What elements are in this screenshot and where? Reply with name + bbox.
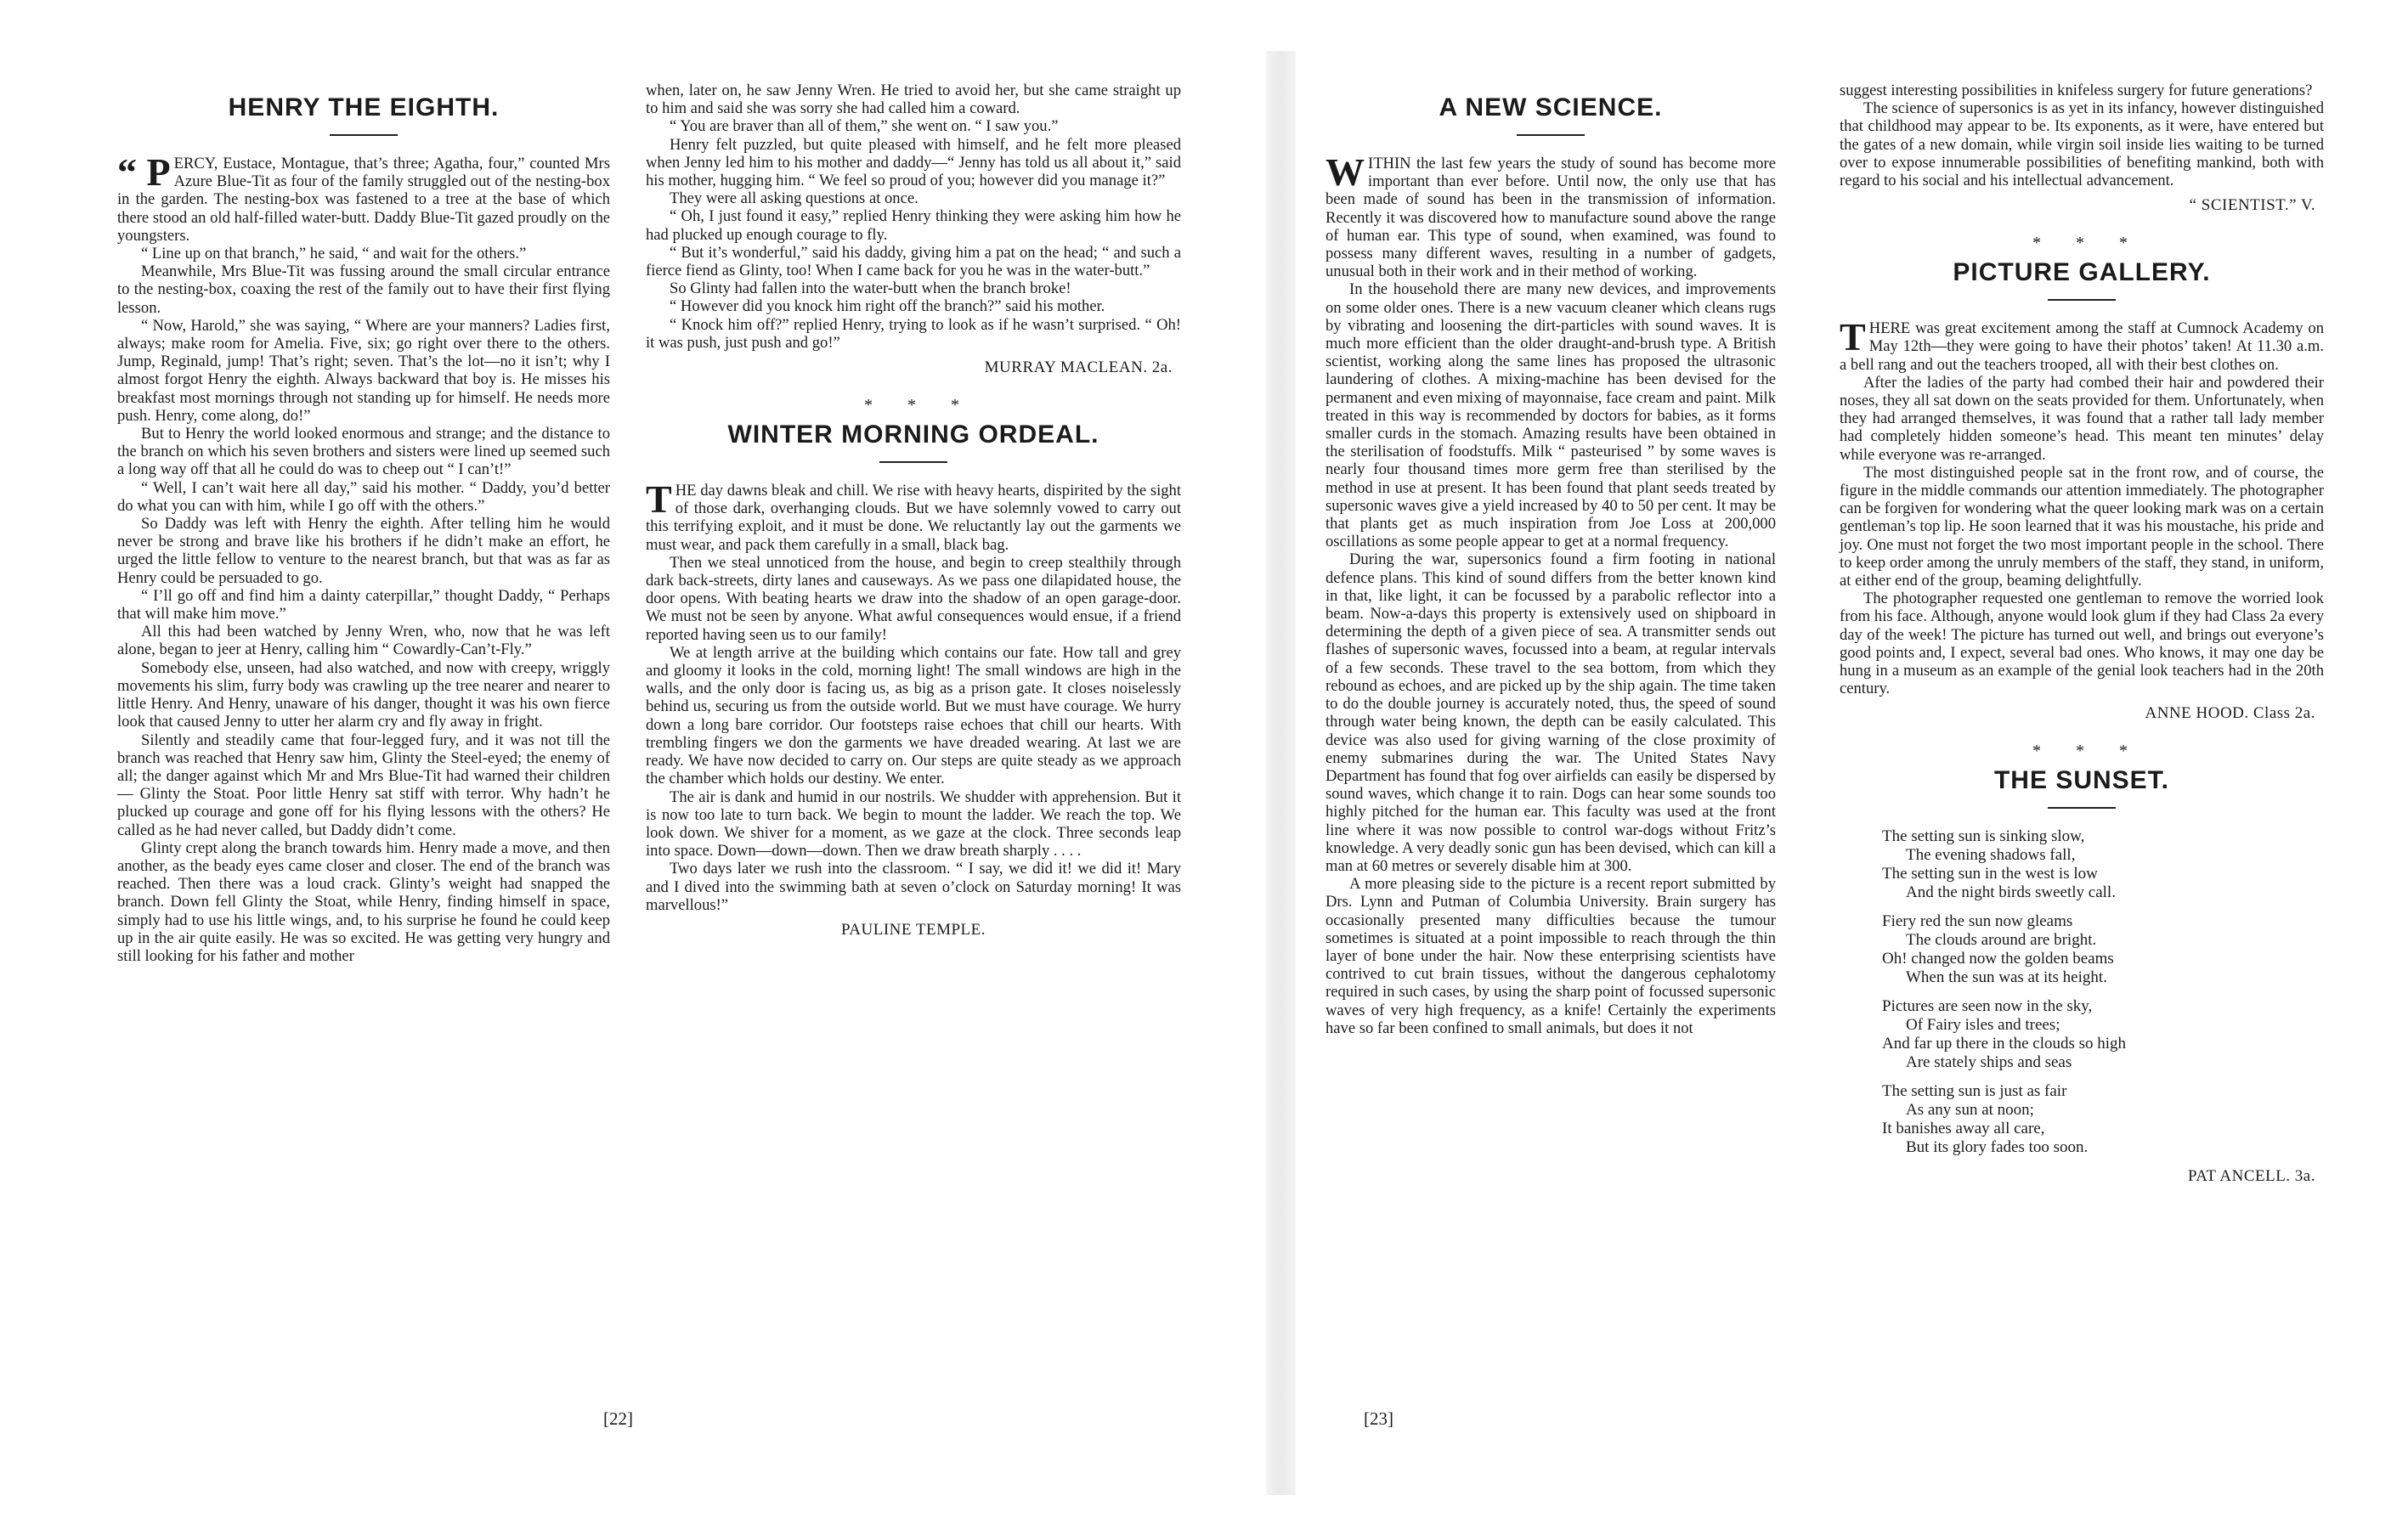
page-22 bbox=[93, 76, 1266, 1478]
paragraph: During the war, supersonics found a firm footing in national defence plans. This kind of sound differs from the better known kind in that, like light, it can be focussed by a parabolic reflector into a beam. Now-a-days this property is extensively used on shipboard in determining the depth of a given piece of sea. A transmitter sends out flashes of supersonic waves, focussed into a beam, at regular intervals of a few seconds. These travel to the sea bottom, from which they rebound as echoes, and are picked up by the ship again. The time taken to do the double journey is accurately noted, thus, the speed of sound through water being known, the depth can be easily calculated. This device was also used for giving warning of the close proximity of enemy submarines during the war. The United States Navy Department has found that fog over airfields can easily be dispersed by sound waves, which change it to rain. Dogs can hear some sounds too highly pitched for the human ear. This faculty was used at the front line where it was now possible to control war-dogs without Fritz’s knowledge. A very deadly sonic gun has been devised, which can kill a man at 60 metres or severely disable him at 300. bbox=[1326, 550, 1776, 875]
poem-line: The setting sun is sinking slow, bbox=[1882, 827, 2085, 846]
gallery-opening-paragraph: THERE was great excitement among the staff at Cumnock Academy on May 12th—they were going to have their photos’ taken! At 11.30 a.m. a bell rang and out the teachers trooped, all with their best clothes on. bbox=[1840, 315, 2324, 374]
title-rule bbox=[2048, 807, 2116, 809]
poem-line: Are stately ships and seas bbox=[1906, 1053, 2072, 1072]
page-number-22: [22] bbox=[603, 1408, 633, 1429]
poem-line: The setting sun is just as fair bbox=[1882, 1082, 2067, 1101]
section-stars: * * * bbox=[864, 396, 975, 415]
poem-stanza bbox=[1882, 827, 2324, 902]
paragraph: Glinty crept along the branch towards him. Henry made a move, and then another, as the beady eyes came closer and closer. The end of the branch was reached. Then there was a loud crack. Glinty’s weight had snapped the branch. Down fell Glinty the Stoat, while Henry, finding himself in space, simply had to use his little wings, and, to his surprise he found he could keep up in the air quite easily. He was so excited. He was getting very hungry and still looking for his father and mother bbox=[117, 838, 610, 965]
poem-line: The clouds around are bright. bbox=[1906, 931, 2097, 950]
paragraph: Two days later we rush into the classroom. “ I say, we did it! we did it! Mary and I dived into the swimming bath at seven o’clock on Saturday morning! It was marvellous!” bbox=[646, 860, 1181, 914]
poem-line: As any sun at noon; bbox=[1906, 1101, 2034, 1120]
drop-cap: “ P bbox=[117, 150, 171, 194]
title-rule bbox=[1517, 134, 1585, 136]
paragraph: Silently and steadily came that four-legged fury, and it was not till the branch was reached that Henry saw him, Glinty the Steel-eyed; the enemy of all; the danger against which Mr and Mrs Blue-Tit had warned their children — Glinty the Stoat. Poor little Henry sat stiff with terror. Why hadn’t he plucked up courage and gone off for his flying lessons with the others? He called as he had never called, but Daddy didn’t come. bbox=[117, 731, 610, 839]
poem-line: Pictures are seen now in the sky, bbox=[1882, 997, 2093, 1016]
paragraph: “ Oh, I just found it easy,” replied Henry thinking they were asking him how he had plucked up enough courage to fly. bbox=[646, 207, 1181, 244]
science-paragraphs-2 bbox=[1840, 99, 2324, 189]
paragraph: After the ladies of the party had combed their hair and powdered their noses, they all sat down on the seats provided for them. Unfortunately, when they had arranged themselves, it was found that a rather tall lady member had completely hidden someone’s head. This meant ten minutes’ delay while everyone was re-arranged. bbox=[1840, 373, 2324, 464]
paragraph: “ But it’s wonderful,” said his daddy, giving him a pat on the head; “ and such a fierce fiend as Glinty, too! When I came back for you he was in the water-butt.” bbox=[646, 243, 1181, 280]
poem-line: Of Fairy isles and trees; bbox=[1906, 1016, 2060, 1035]
poem-stanza bbox=[1882, 997, 2324, 1072]
paragraph: Somebody else, unseen, had also watched, and now with creepy, wriggly movements his slim, furry body was crawling up the tree nearer and nearer to little Henry. And Henry, unaware of his danger, thought it was his own fierce look that caused Jenny to utter her alarm cry and fly away in fright. bbox=[117, 658, 610, 731]
science-paragraphs bbox=[1326, 280, 1776, 1037]
henry-continued-paragraph: when, later on, he saw Jenny Wren. He tried to avoid her, but she came straight up to him and said she was sorry she had called him a coward. bbox=[646, 82, 1181, 118]
gallery-signature: ANNE HOOD. Class 2a. bbox=[2145, 704, 2315, 723]
sunset-signature: PAT ANCELL. 3a. bbox=[2187, 1167, 2315, 1186]
column-science bbox=[1326, 76, 1776, 1037]
science-signature: “ SCIENTIST.” V. bbox=[2189, 196, 2315, 215]
drop-cap: T bbox=[646, 477, 672, 522]
winter-title: WINTER MORNING ORDEAL. bbox=[727, 420, 1099, 449]
henry-signature: MURRAY MACLEAN. 2a. bbox=[984, 358, 1173, 377]
paragraph: So Glinty had fallen into the water-butt when the branch broke! bbox=[670, 279, 1071, 298]
science-continued-paragraph: suggest interesting possibilities in knifeless surgery for future generations? bbox=[1840, 82, 2313, 99]
title-rule bbox=[879, 461, 947, 463]
winter-paragraphs bbox=[646, 554, 1181, 914]
column-henry-cont-winter bbox=[646, 76, 1181, 940]
paragraph: The photographer requested one gentleman to remove the worried look from his face. Although, anyone would look glum if they had Class 2a every day of the week! The picture has turned out well, and brings out everyone’s good points and, I expect, several bad ones. Who knows, it may one day be hung in a museum as an example of the genial look teachers had in the 20th century. bbox=[1840, 590, 2324, 698]
paragraph: Henry felt puzzled, but quite pleased with himself, and he felt more pleased when Jenny led him to his mother and daddy—“ Jenny has told us all about it,” said his mother, hugging him. “ We feel so proud of you; however did you manage it?” bbox=[646, 135, 1181, 190]
page-23 bbox=[1296, 76, 2358, 1478]
winter-opening-paragraph: THE day dawns bleak and chill. We rise with heavy hearts, dispirited by the sight of those dark, overhanging clouds. But we have solemnly vowed to carry out this terrifying exploit, and it must be done. We reluctantly lay out the garments we must wear, and pack them carefully in a small, black bag. bbox=[646, 477, 1181, 554]
gallery-paragraphs bbox=[1840, 374, 2324, 698]
title-rule bbox=[330, 134, 398, 136]
gallery-title: PICTURE GALLERY. bbox=[1953, 258, 2211, 287]
science-opening-paragraph: WITHIN the last few years the study of sound has become more important than ever before. Until now, the only use that has been made of sound has been in the transmission of information. Recently it was discovered how to manufacture sound above the range of human ear. This type of sound, when examined, was found to possess many different waves, resulting in a number of gadgets, unusual both in their work and in their method of working. bbox=[1326, 150, 1776, 281]
poem-line: Oh! changed now the golden beams bbox=[1882, 950, 2114, 968]
poem-line: And the night birds sweetly call. bbox=[1906, 883, 2116, 902]
book-gutter bbox=[1266, 51, 1296, 1495]
paragraph: We at length arrive at the building which contains our fate. How tall and grey and gloomy it looks in the cold, morning light! The small windows are high in the walls, and the only door is facing us, as big as a prison gate. It closes noiselessly behind us, securing us from the outside world. But we must have courage. We hurry down a long bare corridor. Our footsteps raise echoes that chill our hearts. With trembling fingers we don the garments we have dreaded wearing. At last we are ready. We have now decided to carry on. Our steps are quite steady as we approach the chamber which holds our destiny. We enter. bbox=[646, 643, 1181, 788]
henry-paragraphs-2 bbox=[646, 117, 1181, 352]
drop-cap: W bbox=[1326, 150, 1365, 194]
paragraph: A more pleasing side to the picture is a recent report submitted by Drs. Lynn and Putman of Columbia University. Brain surgery has occasionally presented many difficulties because the tumour sometimes is situated at a point impossible to reach through the thin layer of bone under the hair. Now these enterprising scientists have contrived to cut brain tissues, without the dangerous cephalotomy required in such cases, by using the sharp point of focussed supersonic waves of very high frequency, as a knife! Certainly the experiments have so far been confined to small animals, but does it not bbox=[1326, 875, 1776, 1037]
paragraph: The science of supersonics is as yet in its infancy, however distinguished that childhood may appear to be. Its exponents, as it were, have entered but the gates of a new domain, while virgin soil inside lies waiting to be turned over to expose innumerable possibilities of benefiting mankind, both with regard to his social and his intellectual advancement. bbox=[1840, 99, 2325, 190]
poem-line: The evening shadows fall, bbox=[1906, 846, 2076, 865]
poem-stanza bbox=[1882, 912, 2324, 987]
page-number-23: [23] bbox=[1364, 1408, 1393, 1429]
poem-line: Fiery red the sun now gleams bbox=[1882, 912, 2073, 931]
paragraph: “ Line up on that branch,” he said, “ and wait for the others.” bbox=[141, 245, 527, 263]
winter-signature: PAULINE TEMPLE. bbox=[840, 920, 986, 939]
paragraph: “ However did you knock him right off the branch?” said his mother. bbox=[670, 297, 1105, 316]
poem-line: The setting sun in the west is low bbox=[1882, 865, 2098, 883]
paragraph: The most distinguished people sat in the front row, and of course, the figure in the middle commands our attention immediately. The photographer can be forgiven for wondering what the queer looking mark was on a certain gentleman’s top lip. He soon learned that it was his moustache, his pride and joy. One must not forget the two most important people in the school. There to keep order among the unruly members of the staff, they stand, in uniform, at either end of the group, beaming delightfully. bbox=[1840, 463, 2324, 590]
poem-line: When the sun was at its height. bbox=[1906, 968, 2107, 987]
paragraph: “ Now, Harold,” she was saying, “ Where are your manners? Ladies first, always; make room for Amelia. Five, six; go right over there to the others. Jump, Reginald, jump! That’s right; seven. That’s the lot—no it isn’t; why I almost forgot Henry the eighth. Always backward that boy is. He misses his breakfast most mornings through not standing up for himself. He needs more push. Henry, come along, do!” bbox=[117, 316, 610, 425]
poem-line: It banishes away all care, bbox=[1882, 1120, 2045, 1138]
poem-stanza bbox=[1882, 1082, 2324, 1157]
section-stars-2: * * * bbox=[2032, 742, 2143, 761]
poem-line: And far up there in the clouds so high bbox=[1882, 1035, 2127, 1053]
column-science-cont-gallery-sunset bbox=[1840, 76, 2324, 1186]
title-rule bbox=[2048, 299, 2116, 301]
column-henry bbox=[117, 76, 610, 965]
poem-line: But its glory fades too soon. bbox=[1906, 1138, 2089, 1157]
paragraph: “ I’ll go off and find him a dainty caterpillar,” thought Daddy, “ Perhaps that will make him move.” bbox=[117, 586, 610, 624]
paragraph: So Daddy was left with Henry the eighth. After telling him he would never be strong and brave like his brothers if he didn’t make an effort, he urged the little fellow to venture to the nearest branch, but that was as far as Henry could be persuaded to go. bbox=[117, 515, 610, 587]
paragraph: Then we steal unnoticed from the house, and begin to creep stealthily through dark back-streets, dirty lanes and causeways. As we pass one dilapidated house, the door opens. With beating hearts we draw into the shadow of an open garage-door. We must not be seen by anyone. What awful consequences would ensue, if a friend reported having seen us to our family! bbox=[646, 553, 1181, 644]
paragraph: “ Knock him off?” replied Henry, trying to look as if he wasn’t surprised. “ Oh! it was push, just push and go!” bbox=[646, 315, 1181, 352]
section-stars-1: * * * bbox=[2032, 234, 2143, 253]
henry-paragraphs bbox=[117, 245, 610, 965]
paragraph: They were all asking questions at once. bbox=[670, 189, 919, 208]
paragraph: Meanwhile, Mrs Blue-Tit was fussing around the small circular entrance to the nesting-box, coaxing the rest of the family out to have their first flying lesson. bbox=[117, 262, 610, 317]
paragraph: All this had been watched by Jenny Wren, who, now that he was left alone, began to jeer at Henry, calling him “ Cowardly-Can’t-Fly.” bbox=[117, 623, 610, 659]
paragraph: The air is dank and humid in our nostrils. We shudder with apprehension. But it is now too late to turn back. We begin to mount the ladder. We reach the top. We look down. We shiver for a moment, as we gaze at the clock. Three seconds leap into space. Down—down—down. Then we draw breath sharply . . . . bbox=[646, 787, 1181, 861]
henry-opening-paragraph: “ P ERCY, Eustace, Montague, that’s three; Agatha, four,” counted Mrs Azure Blue-Tit as four of the family struggled out of the nesting-box in the garden. The nesting-box was fastened to a tree at the base of which there stood an old half-filled water-butt. Daddy Blue-Tit gazed proudly on the youngsters. bbox=[117, 150, 610, 245]
sunset-title: THE SUNSET. bbox=[1993, 766, 2170, 795]
paragraph: But to Henry the world looked enormous and strange; and the distance to the branch on which his seven brothers and sisters were lined up seemed such a long way off that all he could do was to cheep out “ I can’t!” bbox=[117, 425, 610, 479]
paragraph: In the household there are many new devices, and improvements on some older ones. There is a new vacuum cleaner which cleans rugs by vibrating and loosening the dirt-particles with sound waves. It is much more efficient than the older draught-and-brush type. A British scientist, working along the same lines has proposed the ultrasonic laundering of clothes. A mixing-machine has been devised for the permanent and even mixing of mayonnaise, face cream and paint. Milk treated in this way is recommended by doctors for babies, as it forms smaller curds in the stomach. Amazing results have been obtained in the sterilisation of foodstuffs. Milk “ pasteurised ” by some waves is nearly four thousand times more germ free than sterilised by the method in use at present. It has been found that plant seeds treated by supersonic waves give a yield increased by 40 to 50 per cent. It may be that plants get as much inspiration from Joe Loss at 200,000 oscillations as some people appear to get at a normal frequency. bbox=[1326, 280, 1776, 551]
paragraph: “ Well, I can’t wait here all day,” said his mother. “ Daddy, you’d better do what you can with him, while I go off with the others.” bbox=[117, 478, 610, 515]
paragraph: “ You are braver than all of them,” she went on. “ I saw you.” bbox=[670, 117, 1059, 136]
henry-title: HENRY THE EIGHTH. bbox=[228, 93, 500, 121]
sunset-poem bbox=[1882, 827, 2324, 1157]
drop-cap: T bbox=[1840, 315, 1866, 359]
science-title: A NEW SCIENCE. bbox=[1439, 93, 1663, 121]
